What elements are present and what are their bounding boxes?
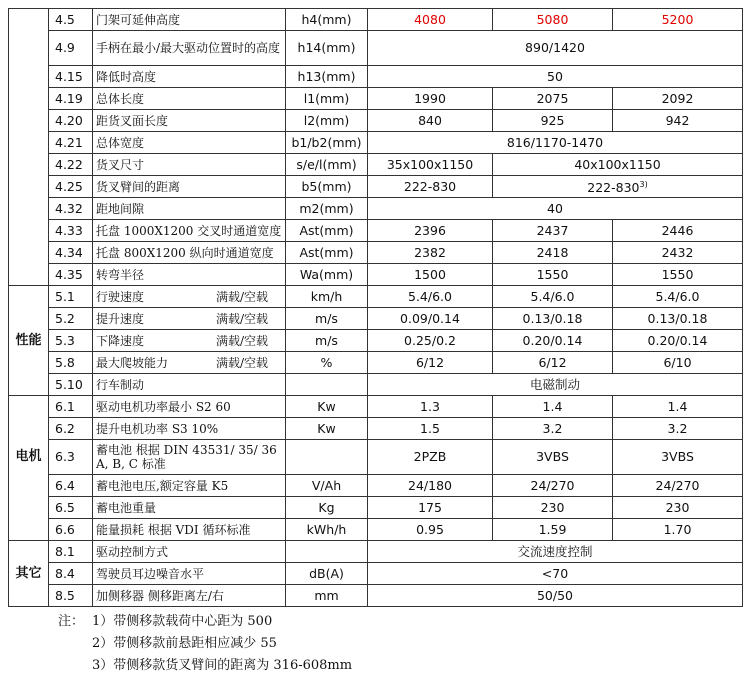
- item-number: 4.25: [49, 176, 93, 198]
- value-text: 2437: [536, 222, 569, 238]
- value-text: 1.3: [420, 398, 440, 414]
- unit-cell: km/h: [286, 286, 368, 308]
- value-cell: [613, 418, 743, 440]
- value-cell: [493, 286, 613, 308]
- value-cell: [368, 585, 743, 607]
- value-text: 1990: [414, 90, 446, 106]
- value-text: 5.4/6.0: [530, 288, 575, 304]
- load-condition: 满载/空载: [215, 311, 268, 326]
- description-text: 最大爬坡能力: [96, 355, 169, 370]
- footnote-number: 3）: [92, 658, 114, 673]
- value-text: 0.20/0.14: [647, 332, 708, 348]
- unit-cell: s/e/l(mm): [286, 154, 368, 176]
- value-cell: [368, 330, 493, 352]
- item-number: 4.9: [49, 31, 93, 66]
- value-text: 2382: [414, 244, 446, 260]
- value-cell: [613, 286, 743, 308]
- value-text: 2432: [661, 244, 694, 260]
- value-text: 5200: [661, 11, 694, 27]
- item-number: 6.6: [49, 519, 93, 541]
- item-number: 5.2: [49, 308, 93, 330]
- unit-cell: h13(mm): [286, 66, 368, 88]
- table-row: [9, 110, 743, 132]
- description-text: 驾驶员耳边噪音水平: [96, 566, 205, 581]
- value-cell: [368, 352, 493, 374]
- item-description: [93, 264, 286, 286]
- value-text: 230: [665, 499, 690, 515]
- value-text: 1550: [661, 266, 694, 282]
- description-text: 能量损耗 根据 VDI 循环标准: [96, 522, 251, 537]
- value-text: 942: [665, 112, 690, 128]
- description-text: 提升速度: [96, 311, 145, 326]
- table-row: [9, 374, 743, 396]
- value-cell: [613, 440, 743, 475]
- group-label: [9, 66, 49, 88]
- item-number: 6.4: [49, 475, 93, 497]
- value-text: 1.4: [667, 398, 688, 414]
- spec-table-body: [9, 9, 743, 607]
- description-text: 蓄电池 根据 DIN 43531/ 35/ 36 A, B, C 标准: [96, 443, 277, 471]
- footnote-prefix: 注：: [58, 614, 85, 629]
- table-row: [9, 66, 743, 88]
- table-row: [9, 286, 743, 308]
- value-text: 1500: [414, 266, 446, 282]
- item-number: 4.32: [49, 198, 93, 220]
- unit-cell: Ast(mm): [286, 220, 368, 242]
- description-text: 总体宽度: [96, 135, 145, 150]
- value-cell: [368, 519, 493, 541]
- table-row: [9, 264, 743, 286]
- value-cell: [368, 374, 743, 396]
- value-text: 6/12: [415, 354, 445, 370]
- value-text: 0.13/0.18: [522, 310, 583, 326]
- description-text: 托盘 1000X1200 交叉时通道宽度: [96, 223, 282, 238]
- value-text: 1.5: [420, 420, 440, 436]
- value-text: 5080: [536, 11, 569, 27]
- item-description: [93, 286, 286, 308]
- table-row: [9, 176, 743, 198]
- table-row: [9, 308, 743, 330]
- item-number: 5.1: [49, 286, 93, 308]
- table-row: [9, 541, 743, 563]
- load-condition: 满载/空载: [215, 333, 268, 348]
- unit-cell: dB(A): [286, 563, 368, 585]
- value-text: 交流速度控制: [517, 543, 593, 559]
- footnote-number: 2）: [92, 636, 114, 651]
- description-text: 行车制动: [96, 377, 145, 392]
- value-text: 1550: [536, 266, 569, 282]
- group-label: [9, 154, 49, 176]
- item-description: [93, 440, 286, 475]
- value-cell: [613, 242, 743, 264]
- value-text: 2092: [661, 90, 694, 106]
- value-cell: [368, 110, 493, 132]
- table-row: [9, 563, 743, 585]
- value-text: 230: [540, 499, 565, 515]
- value-text: 0.13/0.18: [647, 310, 708, 326]
- value-text: 50: [547, 68, 563, 84]
- value-text: 0.95: [416, 521, 444, 537]
- value-cell: [368, 475, 493, 497]
- table-row: [9, 585, 743, 607]
- value-cell: [368, 440, 493, 475]
- description-text: 加侧移器 侧移距离左/右: [96, 588, 224, 603]
- group-label: [9, 9, 49, 31]
- value-text: 3.2: [667, 420, 688, 436]
- item-description: [93, 31, 286, 66]
- unit-cell: %: [286, 352, 368, 374]
- value-cell: [493, 242, 613, 264]
- group-label: [9, 475, 49, 497]
- unit-cell: Kg: [286, 497, 368, 519]
- group-label: [9, 198, 49, 220]
- table-row: [9, 31, 743, 66]
- value-cell: [613, 497, 743, 519]
- table-row: [9, 9, 743, 31]
- item-description: [93, 330, 286, 352]
- value-cell: [493, 9, 613, 31]
- value-text: 1.59: [538, 521, 567, 537]
- value-text: 2446: [661, 222, 694, 238]
- table-row: [9, 497, 743, 519]
- value-cell: [368, 220, 493, 242]
- unit-cell: l1(mm): [286, 88, 368, 110]
- unit-cell: Ast(mm): [286, 242, 368, 264]
- description-text: 驱动控制方式: [96, 544, 169, 559]
- footnote-text: 带侧移款前悬距相应减少 55: [113, 636, 277, 651]
- value-text: 5.4/6.0: [655, 288, 700, 304]
- item-description: [93, 418, 286, 440]
- value-text: 816/1170-1470: [506, 134, 604, 150]
- item-number: 4.33: [49, 220, 93, 242]
- description-text: 降低时高度: [96, 69, 157, 84]
- item-description: [93, 66, 286, 88]
- unit-cell: h4(mm): [286, 9, 368, 31]
- item-description: [93, 352, 286, 374]
- value-cell: [613, 352, 743, 374]
- item-description: [93, 88, 286, 110]
- description-text: 驱动电机功率最小 S2 60: [96, 399, 231, 414]
- item-number: 8.5: [49, 585, 93, 607]
- item-description: [93, 132, 286, 154]
- table-row: [9, 396, 743, 418]
- item-description: [93, 154, 286, 176]
- unit-cell: kWh/h: [286, 519, 368, 541]
- table-row: [9, 242, 743, 264]
- value-cell: [368, 132, 743, 154]
- value-text: 2PZB: [413, 449, 447, 464]
- group-label: [9, 308, 49, 330]
- group-label: [9, 110, 49, 132]
- value-cell: [613, 475, 743, 497]
- item-number: 5.8: [49, 352, 93, 374]
- value-cell: [493, 440, 613, 475]
- value-cell: [613, 330, 743, 352]
- group-label: 性能: [9, 330, 49, 352]
- value-text: 222-830: [587, 180, 640, 196]
- value-cell: [493, 154, 743, 176]
- unit-cell: [286, 541, 368, 563]
- footnotes: [58, 611, 352, 677]
- footnote-line: [58, 611, 352, 633]
- value-text: 3VBS: [661, 449, 694, 464]
- value-text: 2075: [536, 90, 569, 106]
- item-number: 4.19: [49, 88, 93, 110]
- group-label: [9, 220, 49, 242]
- value-text: 3.2: [542, 420, 563, 436]
- description-text: 总体长度: [96, 91, 145, 106]
- item-description: [93, 308, 286, 330]
- value-text: 24/270: [530, 477, 575, 493]
- value-text: 6/12: [538, 354, 567, 370]
- group-label: [9, 242, 49, 264]
- unit-cell: b5(mm): [286, 176, 368, 198]
- value-cell: [613, 88, 743, 110]
- group-label: [9, 286, 49, 308]
- value-text: 0.20/0.14: [522, 332, 583, 348]
- value-cell: [368, 308, 493, 330]
- table-row: [9, 88, 743, 110]
- load-condition: 满载/空载: [215, 355, 268, 370]
- value-cell: [493, 396, 613, 418]
- unit-cell: h14(mm): [286, 31, 368, 66]
- item-number: 4.34: [49, 242, 93, 264]
- value-text: 2418: [536, 244, 569, 260]
- table-row: [9, 198, 743, 220]
- footnote-text: 带侧移款载荷中心距为 500: [113, 614, 273, 629]
- value-cell: [613, 110, 743, 132]
- description-text: 转弯半径: [96, 267, 145, 282]
- group-label: [9, 132, 49, 154]
- value-cell: [613, 519, 743, 541]
- item-description: [93, 497, 286, 519]
- unit-cell: Kw: [286, 396, 368, 418]
- description-text: 行驶速度: [96, 289, 145, 304]
- item-number: 6.3: [49, 440, 93, 475]
- value-cell: [368, 154, 493, 176]
- item-description: [93, 396, 286, 418]
- description-text: 手柄在最小/最大驱动位置时的高度: [96, 41, 281, 55]
- unit-cell: V/Ah: [286, 475, 368, 497]
- group-label: [9, 352, 49, 374]
- group-label: [9, 176, 49, 198]
- table-row: [9, 132, 743, 154]
- group-label: [9, 374, 49, 396]
- unit-cell: [286, 440, 368, 475]
- value-cell: [613, 396, 743, 418]
- table-row: [9, 440, 743, 475]
- value-cell: [493, 176, 743, 198]
- item-number: 8.1: [49, 541, 93, 563]
- item-number: 6.2: [49, 418, 93, 440]
- value-text: 1.70: [663, 521, 692, 537]
- value-text: 35x100x1150: [386, 156, 474, 172]
- value-cell: [368, 176, 493, 198]
- value-text: 890/1420: [525, 40, 585, 55]
- item-description: [93, 563, 286, 585]
- description-text: 提升电机功率 S3 10%: [96, 421, 219, 436]
- table-row: [9, 475, 743, 497]
- table-row: [9, 519, 743, 541]
- table-row: [9, 154, 743, 176]
- group-label: [9, 585, 49, 607]
- description-text: 门架可延伸高度: [96, 12, 181, 27]
- value-text: 3VBS: [536, 449, 569, 464]
- group-label: [9, 497, 49, 519]
- item-description: [93, 198, 286, 220]
- value-cell: [368, 541, 743, 563]
- description-text: 蓄电池电压,额定容量 K5: [96, 478, 229, 493]
- value-cell: [368, 418, 493, 440]
- value-cell: [493, 352, 613, 374]
- footnote-line: [58, 655, 352, 677]
- value-cell: [368, 242, 493, 264]
- value-cell: [368, 396, 493, 418]
- value-text: 0.09/0.14: [400, 310, 460, 326]
- value-cell: [368, 9, 493, 31]
- value-text: 24/180: [408, 477, 452, 493]
- group-label: [9, 519, 49, 541]
- table-row: [9, 418, 743, 440]
- value-cell: [368, 563, 743, 585]
- item-number: 6.5: [49, 497, 93, 519]
- value-cell: [368, 198, 743, 220]
- item-number: 4.21: [49, 132, 93, 154]
- value-text: 175: [418, 499, 442, 515]
- item-description: [93, 374, 286, 396]
- group-label: [9, 264, 49, 286]
- description-text: 托盘 800X1200 纵向时通道宽度: [96, 245, 274, 260]
- value-text: <70: [541, 565, 569, 581]
- value-text: 电磁制动: [529, 376, 580, 392]
- table-row: [9, 220, 743, 242]
- value-text: 2396: [414, 222, 446, 238]
- value-cell: [493, 475, 613, 497]
- value-cell: [493, 308, 613, 330]
- unit-cell: Wa(mm): [286, 264, 368, 286]
- item-description: [93, 585, 286, 607]
- value-cell: [493, 88, 613, 110]
- value-text: 925: [540, 112, 565, 128]
- table-row: [9, 330, 743, 352]
- value-cell: [368, 88, 493, 110]
- item-description: [93, 110, 286, 132]
- table-row: [9, 352, 743, 374]
- group-label: [9, 541, 49, 563]
- item-description: [93, 519, 286, 541]
- value-text: 40: [547, 200, 563, 216]
- item-number: 5.3: [49, 330, 93, 352]
- footnote-marker: 3): [639, 179, 648, 189]
- group-label: [9, 31, 49, 66]
- value-cell: [368, 264, 493, 286]
- value-text: 6/10: [663, 354, 692, 370]
- description-text: 下降速度: [96, 333, 145, 348]
- unit-cell: [286, 374, 368, 396]
- description-text: 货叉臂间的距离: [96, 179, 181, 194]
- item-description: [93, 176, 286, 198]
- value-cell: [613, 220, 743, 242]
- unit-cell: m/s: [286, 308, 368, 330]
- value-text: 24/270: [655, 477, 700, 493]
- group-label: [9, 396, 49, 418]
- footnote-line: [58, 633, 352, 655]
- item-number: 4.35: [49, 264, 93, 286]
- value-cell: [613, 264, 743, 286]
- value-text: 40x100x1150: [574, 156, 661, 172]
- footnote-text: 带侧移款货叉臂间的距离为 316-608mm: [113, 658, 353, 673]
- group-label: [9, 88, 49, 110]
- description-text: 距货叉面长度: [96, 113, 169, 128]
- value-text: 5.4/6.0: [408, 288, 452, 304]
- value-cell: [493, 497, 613, 519]
- value-text: 4080: [414, 11, 446, 27]
- item-description: [93, 475, 286, 497]
- value-text: 222-830: [403, 178, 457, 194]
- spec-table: [8, 8, 743, 607]
- group-label: 电机: [9, 440, 49, 475]
- value-cell: [493, 330, 613, 352]
- item-description: [93, 9, 286, 31]
- group-label: 其它: [9, 563, 49, 585]
- value-text: 840: [418, 112, 442, 128]
- value-cell: [493, 418, 613, 440]
- value-cell: [493, 519, 613, 541]
- item-number: 4.15: [49, 66, 93, 88]
- unit-cell: m/s: [286, 330, 368, 352]
- description-text: 蓄电池重量: [96, 500, 157, 515]
- unit-cell: b1/b2(mm): [286, 132, 368, 154]
- value-cell: [368, 31, 743, 66]
- value-cell: [613, 9, 743, 31]
- description-text: 距地间隙: [96, 201, 145, 216]
- value-cell: [613, 308, 743, 330]
- item-number: 6.1: [49, 396, 93, 418]
- unit-cell: Kw: [286, 418, 368, 440]
- group-label: [9, 418, 49, 440]
- item-description: [93, 541, 286, 563]
- value-text: 0.25/0.2: [404, 332, 456, 348]
- item-description: [93, 220, 286, 242]
- value-cell: [493, 110, 613, 132]
- value-cell: [368, 286, 493, 308]
- unit-cell: mm: [286, 585, 368, 607]
- value-cell: [368, 497, 493, 519]
- unit-cell: m2(mm): [286, 198, 368, 220]
- value-cell: [493, 264, 613, 286]
- item-description: [93, 242, 286, 264]
- footnote-number: 1）: [92, 614, 114, 629]
- description-text: 货叉尺寸: [96, 157, 145, 172]
- item-number: 4.5: [49, 9, 93, 31]
- item-number: 4.20: [49, 110, 93, 132]
- item-number: 5.10: [49, 374, 93, 396]
- load-condition: 满载/空载: [215, 289, 268, 304]
- value-text: 50/50: [536, 587, 574, 603]
- value-cell: [368, 66, 743, 88]
- item-number: 8.4: [49, 563, 93, 585]
- unit-cell: l2(mm): [286, 110, 368, 132]
- item-number: 4.22: [49, 154, 93, 176]
- value-cell: [493, 220, 613, 242]
- value-text: 1.4: [542, 398, 563, 414]
